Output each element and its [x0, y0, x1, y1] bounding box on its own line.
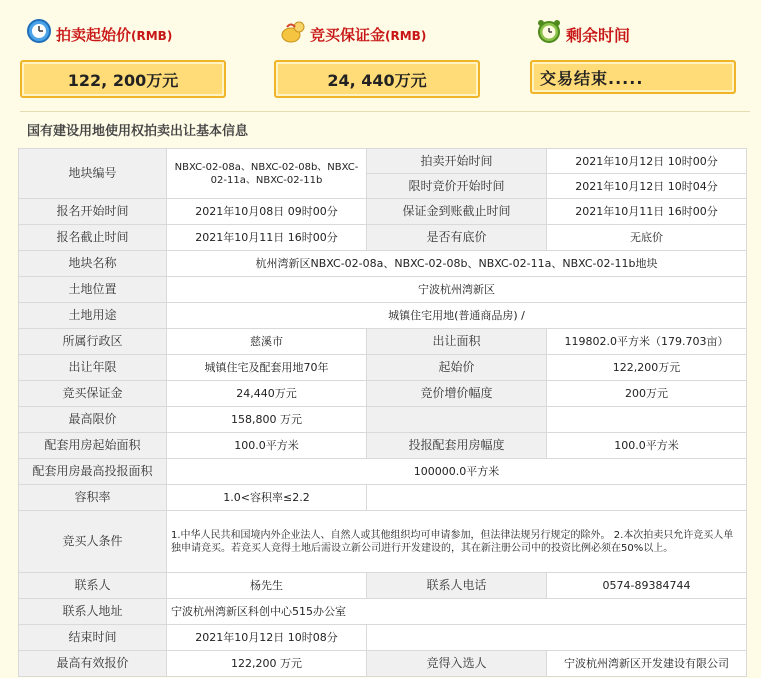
cell-value: 杨先生 — [167, 573, 367, 599]
cell-key: 竞买保证金 — [19, 381, 167, 407]
cell-value: 宁波杭州湾新区开发建设有限公司 — [547, 651, 747, 677]
cell-value: 2021年10月12日 10时04分 — [547, 174, 747, 199]
table-row — [19, 251, 747, 277]
cell-key: 起始价 — [367, 355, 547, 381]
cell-value: 0574-89384744 — [547, 573, 747, 599]
cell-key: 最高有效报价 — [19, 651, 167, 677]
cell-key: 配套用房起始面积 — [19, 433, 167, 459]
table-row — [19, 277, 747, 303]
cell-value: 122,200万元 — [547, 355, 747, 381]
start-price-value: 122, 200万元 — [20, 60, 226, 98]
cell-value: 2021年10月12日 10时00分 — [547, 149, 747, 174]
cell-value: 122,200 万元 — [167, 651, 367, 677]
table-row — [19, 433, 747, 459]
start-price-label: 拍卖起始价(RMB) — [56, 26, 173, 44]
cell-key: 土地用途 — [19, 303, 167, 329]
cell-value: 158,800 万元 — [167, 407, 367, 433]
cell-key: 配套用房最高投报面积 — [19, 459, 167, 485]
table-row — [19, 149, 747, 174]
cell-value: 1.中华人民共和国境内外企业法人、自然人或其他组织均可申请参加，但法律法规另行规定的除外。 2.本次拍卖只允许竞买人单独申请竞买。若竞买人竞得土地后需设立新公司进行开发建设的，其在新注册公司中的投资比例必须在50%以上。 — [167, 511, 747, 573]
cell-value: NBXC-02-08a、NBXC-02-08b、NBXC-02-11a、NBXC-02-11b — [167, 149, 367, 199]
cell-value: 119802.0平方米（179.703亩） — [547, 329, 747, 355]
cell-key: 是否有底价 — [367, 225, 547, 251]
cell-key: 联系人 — [19, 573, 167, 599]
table-row — [19, 303, 747, 329]
cell-value: 城镇住宅及配套用地70年 — [167, 355, 367, 381]
cell-value: 慈溪市 — [167, 329, 367, 355]
table-row — [19, 625, 747, 651]
table-row — [19, 573, 747, 599]
table-row — [19, 355, 747, 381]
alarm-clock-icon — [536, 18, 562, 44]
cell-key: 竞买人条件 — [19, 511, 167, 573]
cell-key: 地块名称 — [19, 251, 167, 277]
cell-value: 24,440万元 — [167, 381, 367, 407]
cell-key: 联系人电话 — [367, 573, 547, 599]
cell-value: 2021年10月11日 16时00分 — [547, 199, 747, 225]
cell-value: 100.0平方米 — [167, 433, 367, 459]
info-table — [18, 148, 747, 677]
cell-key: 出让年限 — [19, 355, 167, 381]
table-row — [19, 381, 747, 407]
cell-key: 投报配套用房幅度 — [367, 433, 547, 459]
cell-value: 杭州湾新区NBXC-02-08a、NBXC-02-08b、NBXC-02-11a、NBXC-02-11b地块 — [167, 251, 747, 277]
cell-value: 2021年10月12日 10时08分 — [167, 625, 367, 651]
cell-key: 保证金到账截止时间 — [367, 199, 547, 225]
table-row — [19, 651, 747, 677]
cell-key: 所属行政区 — [19, 329, 167, 355]
deposit-label: 竞买保证金(RMB) — [310, 26, 427, 44]
table-row — [19, 511, 747, 573]
cell-empty — [367, 485, 747, 511]
remaining-time-label: 剩余时间 — [566, 26, 631, 45]
cell-key: 地块编号 — [19, 149, 167, 199]
cell-value: 1.0<容积率≤2.2 — [167, 485, 367, 511]
cell-key: 限时竞价开始时间 — [367, 174, 547, 199]
deposit-value: 24, 440万元 — [274, 60, 480, 98]
cell-value: 无底价 — [547, 225, 747, 251]
cell-key: 联系人地址 — [19, 599, 167, 625]
cell-value: 100000.0平方米 — [167, 459, 747, 485]
table-row — [19, 225, 747, 251]
cell-key: 出让面积 — [367, 329, 547, 355]
table-row — [19, 599, 747, 625]
table-row — [19, 407, 747, 433]
cell-value: 宁波杭州湾新区 — [167, 277, 747, 303]
cell-value — [547, 407, 747, 433]
clock-icon — [26, 18, 52, 44]
cell-key: 报名开始时间 — [19, 199, 167, 225]
cell-value: 2021年10月08日 09时00分 — [167, 199, 367, 225]
cell-value: 宁波杭州湾新区科创中心515办公室 — [167, 599, 747, 625]
cell-key: 土地位置 — [19, 277, 167, 303]
cell-key: 拍卖开始时间 — [367, 149, 547, 174]
table-row — [19, 199, 747, 225]
table-row — [19, 329, 747, 355]
cell-value: 100.0平方米 — [547, 433, 747, 459]
cell-key — [367, 407, 547, 433]
summary-header — [0, 0, 761, 110]
cell-key: 结束时间 — [19, 625, 167, 651]
money-bag-icon — [280, 18, 306, 44]
cell-key: 竞得入选人 — [367, 651, 547, 677]
cell-key: 竞价增价幅度 — [367, 381, 547, 407]
divider — [20, 111, 750, 112]
table-row — [19, 485, 747, 511]
remaining-time-value: 交易结束..... — [530, 60, 736, 94]
table-row — [19, 459, 747, 485]
cell-value: 200万元 — [547, 381, 747, 407]
cell-key: 报名截止时间 — [19, 225, 167, 251]
cell-key: 容积率 — [19, 485, 167, 511]
cell-value: 城镇住宅用地(普通商品房) / — [167, 303, 747, 329]
section-title: 国有建设用地使用权拍卖出让基本信息 — [27, 124, 249, 139]
cell-key: 最高限价 — [19, 407, 167, 433]
cell-empty — [367, 625, 747, 651]
cell-value: 2021年10月11日 16时00分 — [167, 225, 367, 251]
